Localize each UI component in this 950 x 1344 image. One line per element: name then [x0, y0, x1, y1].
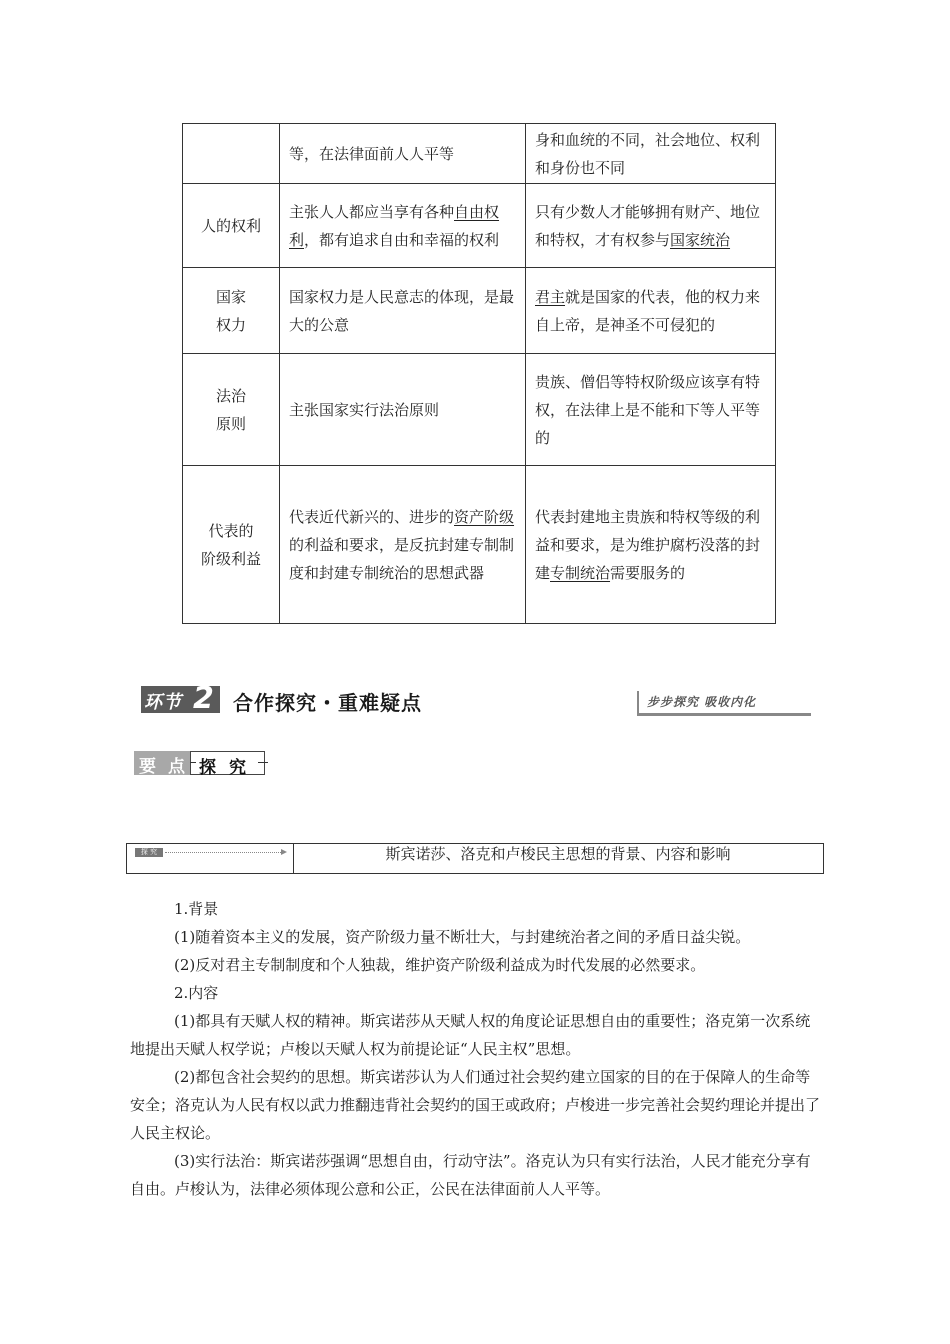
- feudal-cell: [526, 268, 776, 354]
- cell-text: 的利益和要求，是反抗封建专制制度和封建专制统治的思想武器: [289, 535, 515, 582]
- enlightenment-cell: [280, 124, 526, 184]
- row-header-cell: [183, 184, 280, 268]
- tag-char: 点: [168, 757, 185, 777]
- enlightenment-cell: [280, 466, 526, 624]
- cell-text: 代表近代新兴的、进步的: [289, 507, 455, 526]
- section-subtitle: 步步探究 吸收内化: [647, 695, 757, 709]
- cell-text: 就是国家的代表，他的权力来自上帝，是神圣不可侵犯的: [535, 287, 761, 334]
- paragraph: (2)都包含社会契约的思想。斯宾诺莎认为人们通过社会契约建立国家的目的在于保障人的生命等安全；洛克认为人民有权以武力推翻违背社会契约的国王或政府；卢梭进一步完善社会契约理论并提出了人民主权论。: [130, 1068, 821, 1142]
- row-header: 人的权利: [200, 216, 261, 235]
- paragraph: (1)都具有天赋人权的精神。斯宾诺莎从天赋人权的角度论证思想自由的重要性；洛克第一次系统地提出天赋人权学说；卢梭以天赋人权为前提论证“人民主权”思想。: [130, 1012, 811, 1058]
- body-text: [130, 895, 820, 1203]
- divider: [637, 691, 639, 715]
- enlightenment-cell: [280, 184, 526, 268]
- row-header-cell: [183, 124, 280, 184]
- row-header-line: 权力: [215, 315, 246, 334]
- paragraph: (1)随着资本主义的发展，资产阶级力量不断壮大，与封建统治者之间的矛盾日益尖锐。: [174, 928, 751, 946]
- section-label: 环节: [144, 692, 182, 713]
- divider: [190, 762, 196, 763]
- table-row: [183, 124, 776, 184]
- tag-char: 究: [229, 758, 246, 778]
- feudal-cell: [526, 184, 776, 268]
- arrow-line: [165, 852, 285, 854]
- table-row: [183, 184, 776, 268]
- divider: [258, 762, 268, 763]
- section-label-box: [141, 681, 220, 716]
- cell-text: 代表封建地主贵族和特权等级的利益和要求，是为维护腐朽没落的封建: [535, 507, 761, 582]
- feudal-cell: [526, 124, 776, 184]
- cell-text: 只有少数人才能够拥有财产、地位和特权，才有权参与: [535, 202, 761, 249]
- topic-label-area: [127, 844, 294, 873]
- paragraph: (2)反对君主专制制度和个人独裁，维护资产阶级利益成为时代发展的必然要求。: [174, 956, 706, 974]
- underlined-term: 国家统治: [670, 230, 731, 249]
- topic-bar: [126, 843, 824, 874]
- cell-text: 等，在法律面前人人平等: [289, 144, 455, 163]
- row-header-line: 原则: [215, 414, 246, 433]
- row-header-line: 法治: [215, 386, 246, 405]
- arrow-right-icon: [281, 849, 287, 855]
- underlined-term: 君主: [535, 287, 566, 306]
- cell-text: 国家权力是人民意志的体现，是最大的公意: [289, 287, 515, 334]
- table-row: [183, 268, 776, 354]
- section-banner: [141, 683, 811, 717]
- row-header-cell: [183, 354, 280, 466]
- cell-text: 身和血统的不同，社会地位、权利和身份也不同: [535, 130, 761, 177]
- enlightenment-cell: [280, 354, 526, 466]
- row-header-line: 阶级利益: [200, 549, 261, 568]
- underlined-term: 自由权利: [289, 202, 500, 249]
- cell-text: 主张人人都应当享有各种: [289, 202, 455, 221]
- feudal-cell: [526, 466, 776, 624]
- row-header-cell: [183, 466, 280, 624]
- underlined-term: 专制统治: [550, 563, 611, 582]
- heading-background: 1.背景: [174, 900, 219, 918]
- topic-title: 斯宾诺莎、洛克和卢梭民主思想的背景、内容和影响: [385, 845, 731, 863]
- key-points-tag: [134, 751, 269, 783]
- row-header-line: 代表的: [208, 521, 254, 540]
- cell-text: ，都有追求自由和幸福的权利: [304, 230, 500, 249]
- section-number: 2: [193, 681, 214, 716]
- tag-char: 要: [139, 757, 156, 777]
- tag-char: 探: [199, 758, 216, 778]
- tag-white-part: [190, 751, 265, 778]
- comparison-table: [182, 123, 776, 624]
- cell-text: 需要服务的: [610, 563, 686, 582]
- paragraph: (3)实行法治：斯宾诺莎强调“思想自由，行动守法”。洛克认为只有实行法治，人民才能充分享有自由。卢梭认为，法律必须体现公意和公正，公民在法律面前人人平等。: [130, 1152, 811, 1198]
- cell-text: 贵族、僧侣等特权阶级应该享有特权，在法律上是不能和下等人平等的: [535, 372, 761, 447]
- section-title: 合作探究・重难疑点: [233, 691, 422, 715]
- row-header-cell: [183, 268, 280, 354]
- feudal-cell: [526, 354, 776, 466]
- tag-grey-part: [134, 751, 190, 775]
- row-header-line: 国家: [215, 287, 246, 306]
- underlined-term: 资产阶级: [454, 507, 515, 526]
- cell-text: 主张国家实行法治原则: [289, 400, 440, 419]
- enlightenment-cell: [280, 268, 526, 354]
- table-row: [183, 354, 776, 466]
- divider: [637, 713, 811, 716]
- explore-tag: 探 究: [135, 848, 163, 857]
- table-row: [183, 466, 776, 624]
- heading-content: 2.内容: [174, 984, 219, 1002]
